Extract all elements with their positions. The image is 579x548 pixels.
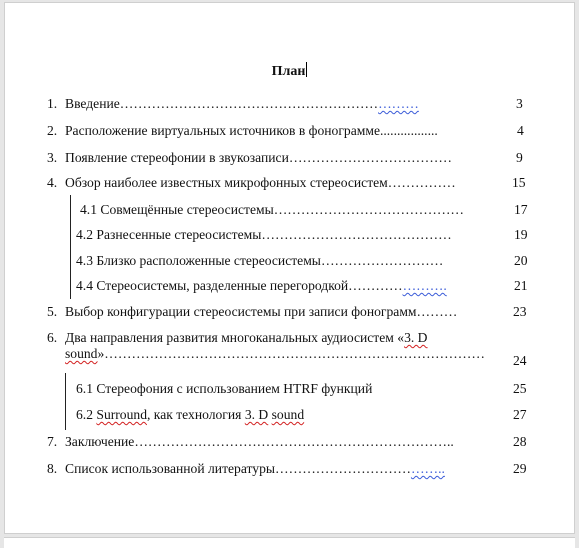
entry-page: 28 (513, 434, 527, 449)
formatting-mark: ………. (402, 278, 447, 293)
entry-page: 19 (514, 227, 528, 242)
spellcheck-word: sound (65, 346, 98, 361)
entry-number: 7. (47, 434, 58, 449)
entry-text: 4.1 Совмещённые стереосистемы…………………………………… (80, 202, 465, 217)
entry-text: Два направления развития многоканальных аудиосистем «3. D (65, 330, 428, 345)
title-text: План (271, 64, 306, 79)
entry-number: 4. (47, 175, 58, 190)
entry-number: 2. (47, 123, 58, 138)
entry-page: 27 (513, 407, 527, 422)
next-page-edge (4, 537, 575, 548)
entry-text: Выбор конфигурации стереосистемы при записи фонограмм……… (65, 304, 458, 319)
document-title (0, 62, 579, 80)
formatting-mark: ……… (378, 96, 419, 111)
entry-page: 20 (514, 253, 528, 268)
entry-page: 21 (514, 278, 528, 293)
formatting-mark: …….. (410, 461, 445, 476)
entry-text: Введение………………………………………………………… (65, 96, 419, 111)
spellcheck-word: sound (271, 407, 305, 422)
entry-text: 6.1 Стереофония с использованием HTRF функций (76, 381, 373, 396)
spellcheck-word: 3. D (404, 330, 428, 345)
entry-text: Обзор наиболее известных микрофонных стереосистем…………… (65, 175, 456, 190)
entry-text: Список использованной литературы……………………………….. (65, 461, 445, 476)
entry-text-line2: sound»………………………………………………………………………… (65, 346, 485, 361)
entry-page: 24 (513, 353, 527, 368)
entry-text: 6.2 Surround, как технология 3. D sound (76, 407, 305, 422)
entry-number: 6. (47, 330, 58, 345)
entry-number: 1. (47, 96, 58, 111)
entry-text: 4.4 Стереосистемы, разделенные перегородкой…………………. (76, 278, 447, 293)
subsection-bracket (65, 373, 66, 430)
entry-page: 3 (516, 96, 523, 111)
spellcheck-word: Surround (96, 407, 147, 422)
entry-text: Появление стереофонии в звукозаписи……………………………… (65, 150, 452, 165)
entry-text: Заключение…………………………………………………………….. (65, 434, 454, 449)
entry-text: Расположение виртуальных источников в фонограмме................. (65, 123, 438, 138)
entry-text: 4.3 Близко расположенные стереосистемы……………………… (76, 253, 444, 268)
subsection-bracket (70, 195, 71, 299)
entry-text: 4.2 Разнесенные стереосистемы…………………………………… (76, 227, 452, 242)
entry-number: 3. (47, 150, 58, 165)
entry-page: 4 (517, 123, 524, 138)
entry-page: 23 (513, 304, 527, 319)
text-cursor (306, 62, 307, 77)
spellcheck-word: 3. D (244, 407, 269, 422)
toc-entry-6[interactable] (0, 330, 579, 370)
entry-page: 9 (516, 150, 523, 165)
entry-number: 5. (47, 304, 58, 319)
entry-page: 15 (512, 175, 526, 190)
entry-page: 29 (513, 461, 527, 476)
entry-page: 25 (513, 381, 527, 396)
entry-number: 8. (47, 461, 58, 476)
entry-page: 17 (514, 202, 528, 217)
